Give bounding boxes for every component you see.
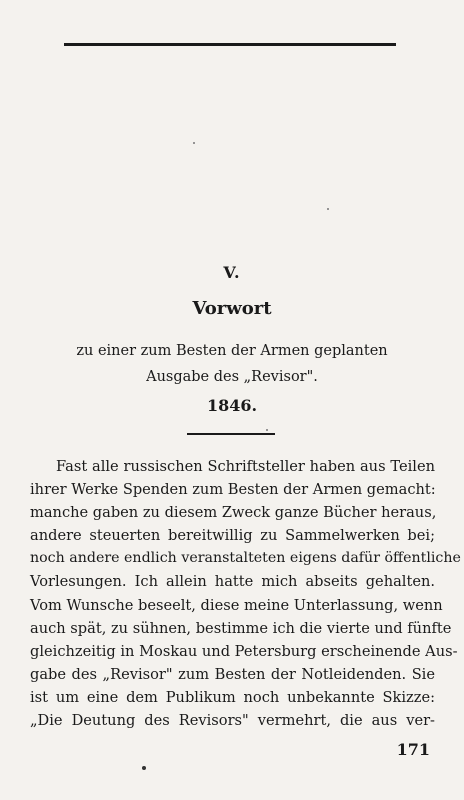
- chapter-year: 1846.: [206, 396, 258, 415]
- text-line: noch andere endlich veranstalteten eigens dafür öffentliche: [30, 550, 461, 567]
- chapter-number: V.: [223, 263, 241, 282]
- section-divider: [187, 433, 275, 435]
- text-line: Vorlesungen. Ich allein hatte mich abseits gehalten.: [30, 573, 435, 591]
- text-line: ist um eine dem Publikum noch unbekannte Skizze:: [30, 688, 435, 706]
- text-line: Fast alle russischen Schriftsteller haben aus Teilen: [56, 458, 435, 475]
- subtitle-line: zu einer zum Besten der Armen geplanten: [76, 343, 388, 359]
- chapter-heading: Vorwort: [192, 298, 272, 319]
- subtitle-line: Ausgabe des „Revisor".: [146, 369, 318, 385]
- text-line: auch spät, zu sühnen, bestimme ich die vierte und fünfte: [30, 619, 452, 637]
- text-line: Vom Wunsche beseelt, diese meine Unterlassung, wenn: [30, 596, 443, 614]
- page-number: 171: [396, 740, 430, 759]
- text-line: gleichzeitig in Moskau und Petersburg erscheinende Aus-: [30, 642, 458, 660]
- text-line: ihrer Werke Spenden zum Besten der Armen gemacht:: [30, 481, 436, 499]
- text-line: manche gaben zu diesem Zweck ganze Bücher heraus,: [30, 504, 437, 522]
- top-rule: [64, 43, 396, 46]
- paper-speck: [142, 766, 146, 770]
- paper-speck: [266, 429, 268, 431]
- chapter-subtitle: [50, 338, 414, 390]
- text-line: andere steuerten bereitwillig zu Sammelwerken bei;: [30, 527, 435, 545]
- body-paragraph: [30, 455, 461, 732]
- paper-speck: [193, 142, 195, 144]
- text-line: „Die Deutung des Revisors" vermehrt, die aus ver-: [30, 712, 435, 730]
- text-line: gabe des „Revisor" zum Besten der Notleidenden. Sie: [30, 665, 435, 683]
- paper-speck: [327, 208, 329, 210]
